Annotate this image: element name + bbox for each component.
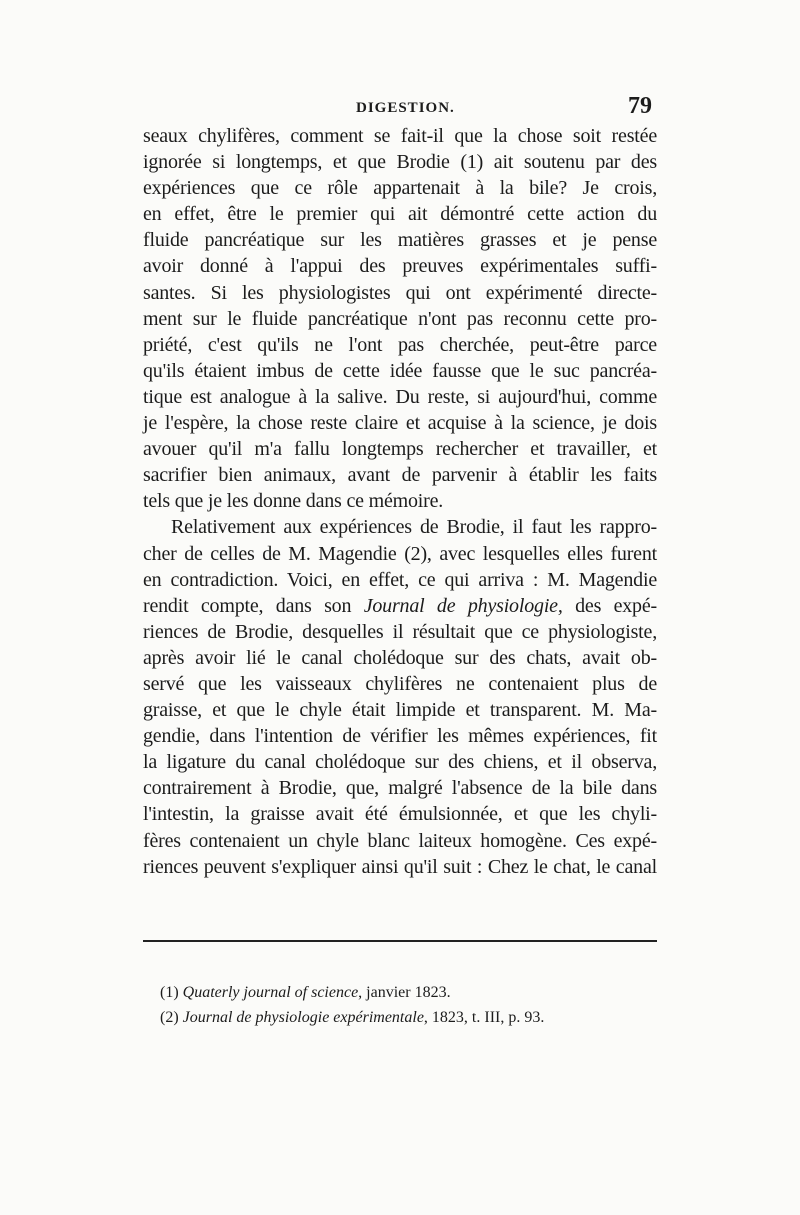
footnote-mark: (1) — [160, 984, 179, 1001]
running-title: DIGESTION. — [356, 100, 455, 116]
text-line: la ligature du canal cholédoque sur des chiens, et il observa, — [143, 751, 657, 774]
text-line: en effet, être le premier qui ait démontré cette action du — [143, 203, 657, 226]
footnote-source-title: Journal de physiologie expérimentale — [182, 1009, 424, 1026]
text-line: priété, c'est qu'ils ne l'ont pas cherchée, peut-être parce — [143, 333, 657, 356]
text-line: après avoir lié le canal cholédoque sur des chats, avait ob- — [143, 646, 657, 669]
footnote-source-title: Quaterly journal of science — [182, 984, 359, 1001]
footnote-details: , 1823, t. III, p. 93. — [423, 1009, 545, 1026]
text-line: tels que je les donne dans ce mémoire. — [143, 490, 444, 513]
text-line: cher de celles de M. Magendie (2), avec lesquelles elles furent — [143, 542, 657, 565]
text-line: fères contenaient un chyle blanc laiteux homogène. Ces expé- — [143, 829, 657, 852]
body-text — [143, 123, 657, 880]
footnote-mark: (2) — [160, 1009, 179, 1026]
text-segment: des expé- — [562, 594, 657, 617]
footnote-details: , janvier 1823. — [358, 984, 451, 1001]
text-line: ignorée si longtemps, et que Brodie (1) ait soutenu par des — [143, 151, 657, 174]
text-line: riences de Brodie, desquelles il résultait que ce physiologiste, — [143, 620, 657, 643]
journal-title: Journal de physiologie, — [363, 594, 563, 617]
text-line: servé que les vaisseaux chylifères ne contenaient plus de — [143, 672, 657, 695]
footnote-divider — [143, 940, 657, 942]
text-line: ment sur le fluide pancréatique n'ont pas reconnu cette pro- — [143, 307, 657, 330]
paragraph-start-line: Relativement aux expériences de Brodie, il faut les rappro- — [171, 516, 657, 539]
text-line: l'intestin, la graisse avait été émulsionnée, et que les chyli- — [143, 803, 657, 826]
text-line: seaux chylifères, comment se fait-il que la chose soit restée — [143, 125, 657, 147]
text-line: contrairement à Brodie, que, malgré l'absence de la bile dans — [143, 777, 657, 800]
footnote-1 — [160, 980, 660, 1005]
footnotes — [160, 980, 660, 1030]
text-line: fluide pancréatique sur les matières grasses et je pense — [143, 229, 657, 252]
page-number: 79 — [628, 93, 652, 119]
text-line: en contradiction. Voici, en effet, ce qui arriva : M. Magendie — [143, 568, 657, 591]
text-line: expériences que ce rôle appartenait à la bile? Je crois, — [143, 177, 657, 200]
text-line: tique est analogue à la salive. Du reste, si aujourd'hui, comme — [143, 385, 657, 408]
text-line: sacrifier bien animaux, avant de parvenir à établir les faits — [143, 464, 657, 487]
text-line: avoir donné à l'appui des preuves expérimentales suffi- — [143, 255, 657, 278]
text-line: graisse, et que le chyle était limpide et transparent. M. Ma- — [143, 699, 657, 722]
text-line: qu'ils étaient imbus de cette idée fausse que le suc pancréa- — [143, 359, 657, 382]
text-segment: rendit compte, dans son — [143, 594, 364, 617]
text-line: avouer qu'il m'a fallu longtemps rechercher et travailler, et — [143, 438, 657, 461]
footnote-2 — [160, 1005, 660, 1030]
text-line: riences peuvent s'expliquer ainsi qu'il suit : Chez le chat, le canal — [143, 855, 657, 878]
text-line: gendie, dans l'intention de vérifier les mêmes expériences, fit — [143, 725, 657, 748]
text-line: je l'espère, la chose reste claire et acquise à la science, je dois — [143, 412, 657, 435]
text-line-with-citation — [143, 593, 657, 619]
text-line: santes. Si les physiologistes qui ont expérimenté directe- — [143, 281, 657, 304]
